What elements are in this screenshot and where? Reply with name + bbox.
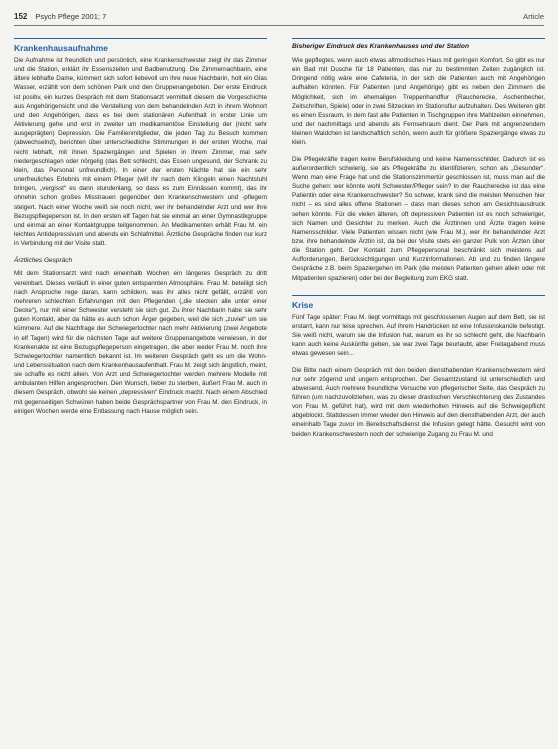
left-column <box>14 38 267 742</box>
section-heading-crisis: Krise <box>292 295 545 311</box>
right-column <box>292 38 545 742</box>
paragraph: Die Bitte nach einem Gespräch mit den beiden diensthabenden Krankenschwestern wird nur sehr zögernd und ungern entsprochen. Der Gesamtzustand ist unterschiedlich und abweisend. Auch mehrere freundliche Versuche von pflegerischer Seite, das Gespräch zu führen (um nachzuvollziehen, was zu dieser drastischen Verschlechterung des Zustandes von Frau M. geführt hat), wird mit dem wiederholten Hinweis auf die Schweigepflicht abgeblockt. Stattdessen immer wieder den Hinweis auf den diensthabenden Arzt, der auch eineinhalb Tage zuvor im Bereitschaftsdienst die Infusion gelegt hätte. Gesucht wird von beiden Krankenschwestern noch der schwierige Zugang zu Frau M. und <box>292 366 545 438</box>
paragraph: Die Pflegekräfte tragen keine Berufskleidung und keine Namensschilder. Dadurch ist es außerordentlich schwierig, sie als Pflegekräfte zu identifizieren, schon als „Gesunder“. Wenn man eine Frage hat und die Stationszimmertür geschlossen ist, muss man auf die Suche gehen: wer könnte wohl Schwester/Pfleger sein? In der Raucherecke ist das eine Patientin oder eine Krankenschwester? So schwer, krank sind die meisten Menschen hier nicht – es sind alles offene Stationen – dass man dieses schon am Gesichtsausdruck sehen könnte. Für die vielen älteren, oft depressiven Patienten ist es noch schwieriger, sich Namen und Gesichter zu merken. Auch die Ärztinnen und Ärzte tragen keine Namensschilder. Viele Patienten wissen nicht (wie Frau M.), wer ihr behandelnder Arzt bzw. ihre behandelnde Ärztin ist, da bei der Visite stets ein ganzer Pulk von Ärzten über die Station geht. Der Kontakt zum Pflegepersonal beschränkt sich meistens auf Aufforderungen, Berücksichtigungen und Kurzinformationen. Ab und zu finden längere Gespräche z.B. beim Spaziergehen im Park (die meisten Patienten gehen allein oder mit Mitpatienten spazieren) oder bei der Begleitung zum EKG statt. <box>292 155 545 282</box>
journal-title: Psych Pflege 2001; 7 <box>35 11 107 21</box>
section-label: Article <box>523 11 544 21</box>
paragraph: Mit dem Stationsarzt wird nach eineinhalb Wochen ein längeres Gespräch zu dritt vereinbart. Dieses verläuft in einer guten entspannten Atmosphäre. Frau M. beteiligt sich nach Anspruche rege daran, kann schildern, was ihr alles nicht gefällt, erzählt von mehreren schlechten Erfahrungen mit den Pflegenden („die stecken alle unter einer Decke“), nur mit einer Schwester versteht sie sich gut. Zu ihrer Nachbarin habe sie sehr guten Kontakt, aber da hätte es auch schon Ärger gegeben, weil die sich „zuviel“ um sie kümmere. Auf die Nachfrage der Schwiegertochter nach mehr Aktivierung (zwei Angebote in elf Tagen) wird für die nächsten Tage auf weitere Gruppenangebote verwiesen, in der Krankenakte ist eine Bezugspflegeperson eingetragen, die aber weder Frau M. noch ihre Schwiegertochter namentlich bekannt ist. Im weiteren Gespräch geht es um die Wohn- und Lebenssituation nach dem Krankenhausaufenthalt. Frau M. zeigt sich ängstlich, meint, sie schaffe es nicht allein. Von Arzt und Schwiegertochter werden mehrere Modelle mit ambulanten Hilfen angesprochen. Den Wunsch, lieber zu sterben, äußert Frau M. auch in diesem Gespräch, obwohl sie keinen „depressiven“ Eindruck macht. Nach einem Abschied mit gegenseitigen Schwüren haben beide Gesprächspartner von Frau M. den Eindruck, in einigen Wochen werde eine Entlassung nach Hause möglich sein. <box>14 270 267 415</box>
paragraph: Fünf Tage später: Frau M. liegt vormittags mit geschlossenen Augen auf dem Bett, sie ist erstarrt, kann nur leise sprechen. Auf ihrem Handrücken ist eine Infusionskanüle befestigt. Sie weiß nicht, warum sie die Infusion hat, warum es ihr so schlecht geht, die Nachbarin kann auch keine Auskünfte geben, sie war zwei Tage beurlaubt, aber Freitagabend muss etwas gewesen sein... <box>292 313 545 358</box>
subheading-doctor-talk: Ärztliches Gespräch <box>14 257 73 265</box>
paragraph: Wie gepflegtes, wenn auch etwas altmodisches Haus mit geringen Komfort. So gibt es nur ein Bad mit Dusche für 18 Patienten, das nur zu bestimmten Zeiten zugänglich ist. Dringend nötig wäre eine Cafeteria, in der sich die Patienten auch mit Angehörigen aufhalten könnten. Für Patienten (und Angehörige) gibt es neben den Zimmern die Möglichkeit, sich im ehemaligen Treppenhandflur (Raucherecke, Aschenbecher, Zeitschriften, Spiele) oder in zwei Sitzecken im Stationsflur aufzuhalten. Des Weiteren gibt es einen Essraum, in dem fast alle Patienten in Tischgruppen ihre Mahlzeiten einnehmen, und der nachmittags und abends als Fernsehraum dient. Der Park mit angrenzendem kleinen Waldchen ist landschaftlich schön, wenn auch für größere Spaziergänge etwas zu klein. <box>292 57 545 147</box>
page-number: 152 <box>14 11 28 21</box>
paragraph: Die Aufnahme ist freundlich und persönlich, eine Krankenschwester zeigt ihr das Zimmer und die Station, erklärt ihr Essenszeiten und Badbenutzung. Die Zimmernachbarin, eine ältere lebhafte Dame, kümmert sich sofort liebevoll um ihre neue Nachbarin, holt ein Glas Wasser, erzählt von dem schönen Park und den Gruppenangeboten. Der erste Eindruck ist positiv, ein kurzes Gespräch mit dem Stationsarzt vermittelt diesem die Vorgeschichte aus Angehörigensicht und die Verstellung von dem behandelnden Arzt in ihrem Wohnort und den Angehörigen, dass es bei dem stationären Aufenthalt in erster Linie um Aktivierung gehe und erst in zweiter um medikamentöse Einstellung der (nicht sehr ausgeprägten) Depression. Die Familienmitglieder, die jeden Tag zu Besuch kommen (abwechselnd), berichten über unterschiedliche Stimmungen in der ersten Woche, mal recht lebhaft, mit ihnen Spaziergängen und Spielen in ihrem Zimmer, mal sehr niedergeschlagen oder nörgelig (das Bett schlecht, das Essen ungesund, der Schrank zu klein, das Personal unfreundlich). In einer der ersten Nächte hat sie ein sehr unerfreuliches Erlebnis mit einem Pfleger (will ihr nach dem Klingeln einen Nachtstuhl bringen, „vergisst“ es dann stundenlang, so dass es zum Einnässen kommt), das ihr ohnehin schon großes Misstrauen gegenüber den Krankenschwestern und -pflegern steigert. Nach einer Woche weiß sie noch nicht, wer ihr behandelnder Arzt und wer ihre Bezugspflegeperson ist. In den ersten elf Tagen hat sie einmal an einer Gymnastikgruppe und einmal an einer Kontaktgruppe teilgenommen. An Medikamenten erhält Frau M. ein leichtes Antidepressivum und abends ein Schlafmittel. Ärztliche Gespräche finden nur kurz in Verbindung mit der Visite statt. <box>14 57 267 248</box>
section-heading-admission: Krankenhausaufnahme <box>14 38 267 54</box>
subheading-impression: Bisheriger Eindruck des Krankenhauses und der Station <box>292 38 545 52</box>
page-header <box>14 8 544 24</box>
header-divider <box>14 25 544 26</box>
